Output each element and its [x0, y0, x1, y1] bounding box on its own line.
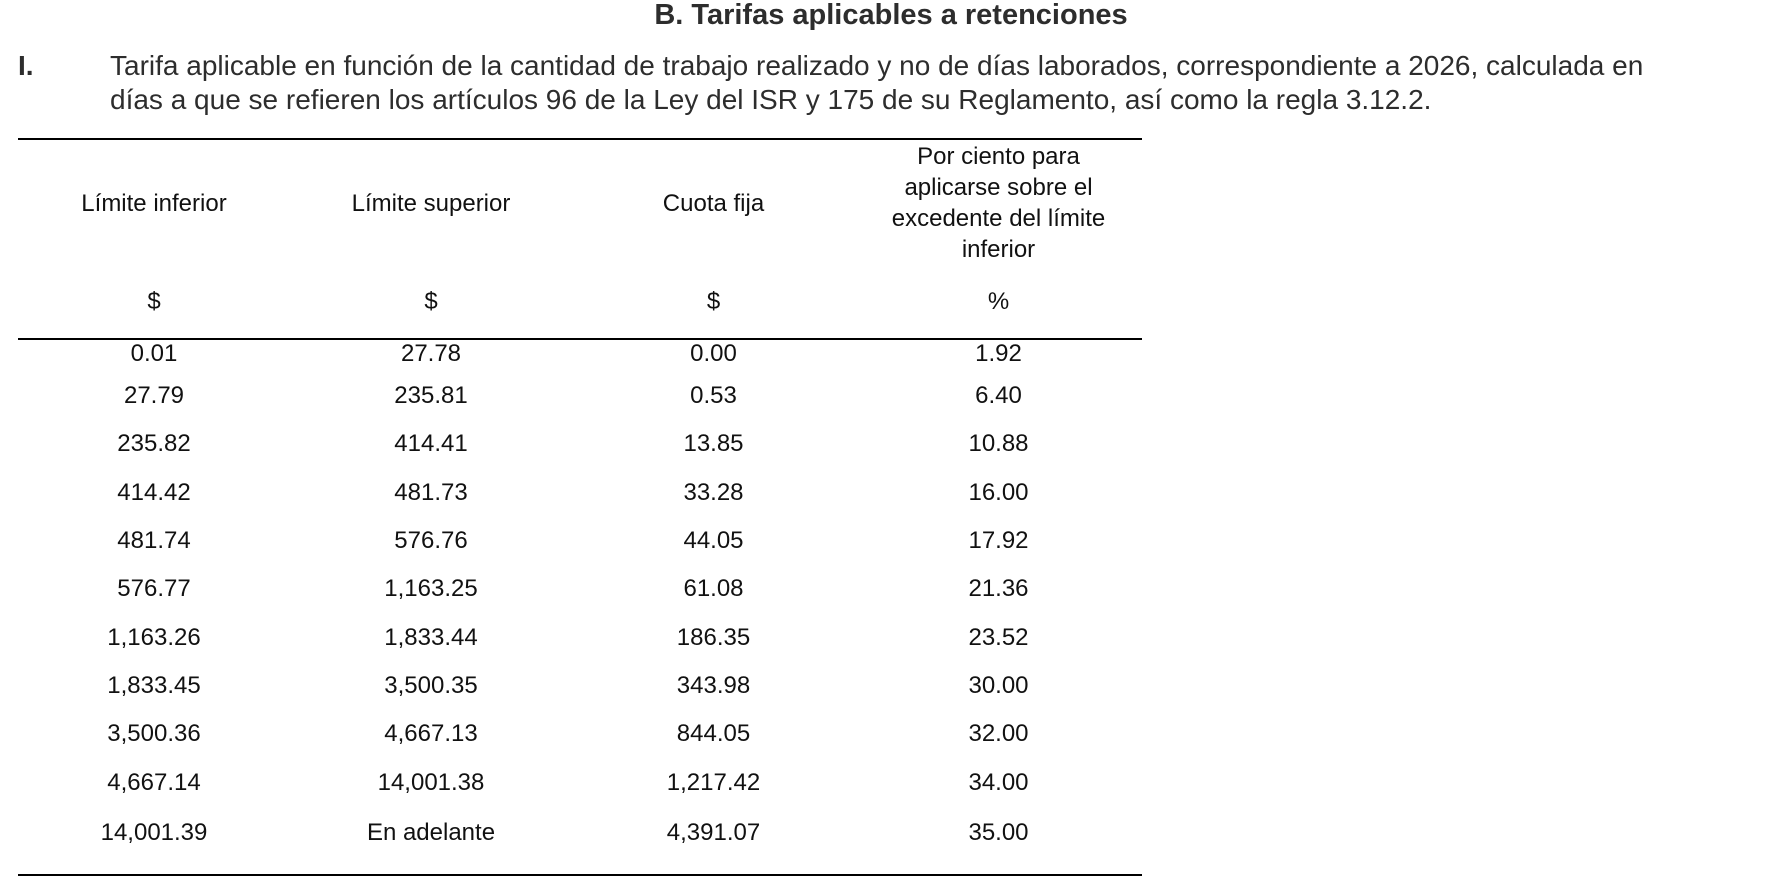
cell-limite-superior: 1,833.44 — [384, 623, 478, 651]
cell-limite-superior: 14,001.38 — [377, 768, 485, 796]
cell-por-ciento: 1.92 — [975, 340, 1022, 367]
cell-limite-superior: 27.78 — [400, 340, 462, 367]
cell-cuota-fija: 0.53 — [690, 382, 737, 410]
table-header-row — [18, 139, 1142, 266]
section-title: B. Tarifas aplicables a retenciones — [654, 0, 1128, 31]
column-header-por-ciento-label: Por ciento para aplicarse sobre el excedente del límite inferior — [891, 143, 1106, 263]
cell-limite-inferior: 14,001.39 — [18, 807, 290, 875]
table-row — [18, 710, 1142, 758]
cell-limite-superior: 4,667.13 — [384, 720, 478, 748]
item-description-line-1: Tarifa aplicable en función de la cantidad de trabajo realizado y no de días laborados, correspondiente a 2026, calculada en — [110, 50, 1644, 81]
tariff-table — [18, 138, 1142, 876]
cell-limite-superior: 235.81 — [394, 382, 468, 410]
cell-por-ciento: 21.36 — [968, 575, 1029, 603]
table-row — [18, 807, 1142, 875]
cell-limite-superior: 1,163.25 — [384, 575, 478, 603]
table-row — [18, 662, 1142, 710]
cell-por-ciento: 16.00 — [968, 478, 1029, 506]
unit-cuota-fija: $ — [572, 266, 855, 339]
cell-limite-inferior: 27.79 — [123, 382, 185, 410]
item-description — [110, 49, 1782, 117]
item-number: I. — [18, 50, 34, 81]
cell-cuota-fija: 33.28 — [683, 478, 744, 506]
cell-por-ciento: 35.00 — [855, 807, 1142, 875]
cell-limite-superior: En adelante — [290, 807, 572, 875]
column-header-cuota-fija: Cuota fija — [572, 139, 855, 266]
cell-por-ciento: 23.52 — [968, 623, 1029, 651]
table-row — [18, 469, 1142, 517]
cell-limite-inferior: 235.82 — [117, 430, 191, 458]
cell-cuota-fija: 844.05 — [676, 720, 751, 748]
cell-limite-inferior: 414.42 — [117, 478, 191, 506]
cell-cuota-fija: 186.35 — [676, 623, 751, 651]
column-header-limite-inferior: Límite inferior — [18, 139, 290, 266]
column-header-por-ciento — [855, 139, 1142, 266]
cell-por-ciento: 17.92 — [968, 527, 1029, 555]
cell-limite-inferior: 1,163.26 — [107, 623, 201, 651]
column-header-limite-superior: Límite superior — [290, 139, 572, 266]
unit-por-ciento: % — [855, 266, 1142, 339]
cell-limite-inferior: 4,667.14 — [107, 768, 201, 796]
cell-cuota-fija: 1,217.42 — [666, 768, 761, 796]
table-row — [18, 613, 1142, 661]
cell-por-ciento: 34.00 — [968, 768, 1029, 796]
cell-por-ciento: 6.40 — [975, 382, 1022, 410]
table-row — [18, 339, 1142, 372]
cell-cuota-fija: 13.85 — [683, 430, 744, 458]
table-units-row — [18, 266, 1142, 339]
cell-limite-inferior: 1,833.45 — [107, 671, 201, 699]
unit-limite-superior: $ — [290, 266, 572, 339]
cell-limite-inferior: 3,500.36 — [107, 720, 201, 748]
item-description-line-2: días a que se refieren los artículos 96 de la Ley del ISR y 175 de su Reglamento, así como la regla 3.12.2. — [110, 84, 1432, 115]
cell-limite-superior: 3,500.35 — [384, 671, 478, 699]
table-row — [18, 420, 1142, 468]
cell-limite-superior: 576.76 — [394, 527, 468, 555]
cell-limite-superior: 481.73 — [394, 478, 468, 506]
cell-cuota-fija: 4,391.07 — [572, 807, 855, 875]
table-row — [18, 758, 1142, 806]
table-row — [18, 517, 1142, 565]
cell-por-ciento: 30.00 — [968, 671, 1029, 699]
table-row — [18, 565, 1142, 613]
cell-limite-superior: 414.41 — [394, 430, 468, 458]
unit-limite-inferior: $ — [18, 266, 290, 339]
cell-limite-inferior: 481.74 — [117, 527, 191, 555]
cell-por-ciento: 10.88 — [968, 430, 1029, 458]
cell-por-ciento: 32.00 — [968, 720, 1029, 748]
cell-cuota-fija: 44.05 — [683, 527, 744, 555]
cell-limite-inferior: 576.77 — [117, 575, 191, 603]
cell-cuota-fija: 61.08 — [683, 575, 744, 603]
cell-limite-inferior: 0.01 — [130, 340, 178, 367]
table-row — [18, 372, 1142, 420]
cell-cuota-fija: 343.98 — [676, 671, 751, 699]
cell-cuota-fija: 0.00 — [690, 340, 737, 367]
